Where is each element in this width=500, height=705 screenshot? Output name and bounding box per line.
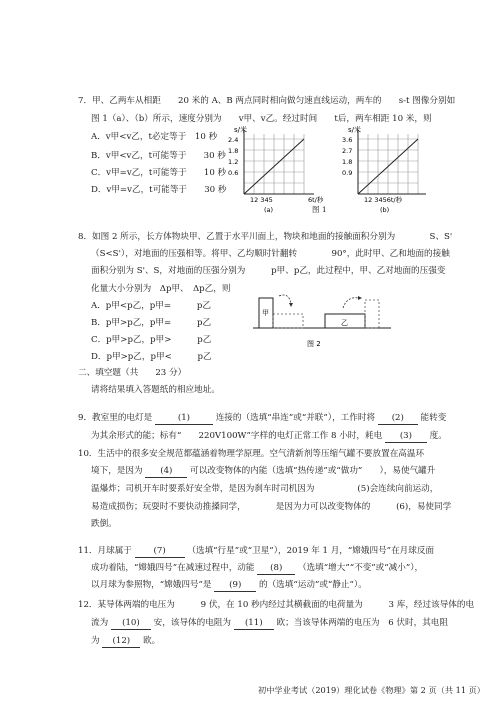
section-2-title: 二、填空题（共 23 分） [78, 368, 187, 378]
q7-stem-line2: 图 1（a）、（b）所示，速度分别为 v甲、v乙。经过时间 t后，两车相距 10 米，则 [91, 114, 432, 124]
q12-text-d: 为 [91, 636, 100, 646]
answer-blank-4: (4) [145, 466, 187, 478]
q9-text-b: 连接的（选填“串连”或“并联”），工作时将 [215, 413, 376, 423]
graph-b-ytick-1: 2.7 [342, 147, 353, 155]
q10-text-b: 可以改变物体的内能（选填“热传递”或“做功” ），易使气罐升 [190, 466, 436, 476]
q12-text-e: 欧。 [143, 636, 161, 646]
q8-stem-line3: 面积分别为 S'、S，对地面的压强分别为 p甲、p乙，此过程中，甲、乙对地面的压强变 [91, 266, 446, 276]
answer-blank-7: (7) [135, 546, 185, 558]
q8-stem-line4: 化量大小分别为 Δp甲、 Δp乙，则 [91, 284, 231, 294]
q11-text-f: 的（选填“运动”或“静止”）。 [258, 580, 367, 590]
q7-option-b: B．v甲<v乙，t可能等于 30 秒 [91, 151, 226, 161]
q11-text-b: （选填“行星”或“卫星”），2019 年 1 月，“嫦娥四号”在月球反面 [187, 546, 435, 556]
graph-a-caption: (a) [264, 206, 274, 214]
q12-text-a: 流为 [91, 618, 109, 628]
q12-text-b: 安，该导体的电阻为 [153, 618, 232, 628]
q9-line1 [78, 413, 446, 425]
q11-text-a: 11．月球属于 [78, 546, 132, 556]
graph-a-ytick-2: 1.2 [228, 158, 239, 166]
graph-a-ytick-0: 2.4 [228, 136, 239, 144]
q9-text-a: 9．教室里的电灯是 [78, 413, 153, 423]
answer-blank-2: (2) [378, 413, 418, 425]
graph-b-ytick-3: 0.9 [342, 169, 353, 177]
q11-line1 [78, 546, 434, 558]
answer-blank-9: (9) [214, 580, 256, 592]
q11-line2 [91, 563, 423, 575]
q11-text-d: （选填“增大”“不变”或“减小”）， [297, 563, 424, 573]
q10-line3: 温爆炸；司机开车时要系好安全带，是因为刹车时司机因为 (5)会连续向前运动， [91, 484, 439, 494]
q8-stem-line2: （S<S'），对地面的压强相等。将甲、乙均顺时针翻转 90°，此时甲、乙和地面的接触 [91, 249, 450, 259]
q12-line2 [91, 618, 448, 630]
q12-line1: 12．某导体两端的电压为 9 伏，在 10 秒内经过其横截面的电荷量为 3 库，经过该导体的电 [78, 600, 475, 610]
graph-b-ylabel: s/米 [348, 126, 362, 134]
answer-blank-1: (1) [155, 413, 213, 425]
section-2-instruction: 请将结果填入答题纸的相应地址。 [91, 385, 220, 395]
q9-text-e: 度。 [429, 431, 447, 441]
graph-b-ytick-2: 1.8 [342, 158, 353, 166]
answer-blank-8: (8) [257, 563, 295, 575]
q10-line1: 10．生活中的很多安全规范都蕴涵着物理学原理。空气清新剂等压缩气罐不要放置在高温环 [78, 449, 425, 459]
q9-text-c: 能转变 [420, 413, 447, 423]
graph-a-ytick-3: 0.6 [228, 169, 239, 177]
graph-b-xticks: 12 3456t/秒 [364, 196, 403, 204]
q7-figure-caption: 图 1 [312, 205, 327, 214]
q10-text-a: 境下，是因为 [91, 466, 143, 476]
figure-2-label-jia: 甲 [262, 309, 269, 317]
answer-blank-11: (11) [234, 618, 274, 630]
q8-option-c: C．p甲>p乙，p甲> p乙 [91, 335, 212, 345]
q10-line4: 易造成损伤；玩耍时不要快动推搡同学， 是因为力可以改变物体的 (6)，易使同学 [91, 502, 452, 512]
q8-option-a: A．p甲<p乙，p甲= p乙 [91, 301, 211, 311]
q8-option-b: B．p甲>p乙，p甲= p乙 [91, 318, 212, 328]
q10-line5: 跌倒。 [91, 519, 117, 529]
graph-b-ytick-0: 3.6 [342, 136, 353, 144]
q8-figure-2 [245, 288, 395, 360]
q9-text-d: 为其余形式的能；标有“ 220V100W”字样的电灯正常工作 8 小时，耗电 [91, 431, 383, 441]
q10-line2 [91, 466, 435, 478]
q11-text-c: 成功着陆，“嫦娥四号”在减速过程中，动能 [91, 563, 255, 573]
graph-a-ylabel: s/米 [234, 126, 248, 134]
graph-a-xlabel: 6t/秒 [308, 196, 324, 204]
q12-text-c: 欧；当该导体两端的电压为 6 伏时，其电阻 [276, 618, 448, 628]
answer-blank-10: (10) [111, 618, 151, 630]
q8-stem-line1: 8．如图 2 所示，长方体物块甲、乙置于水平川面上，物块和地面的接触面积分别为 S、S' [78, 232, 453, 242]
q9-line2 [91, 431, 447, 443]
q7-graph-b [328, 124, 448, 216]
q7-option-d: D．v甲=v乙，t可能等于 30 秒 [91, 185, 227, 195]
figure-2-label-yi: 乙 [341, 319, 348, 327]
q8-option-d: D．p甲>p乙，p甲< p乙 [91, 352, 212, 362]
graph-a-ytick-1: 1.8 [228, 147, 239, 155]
answer-blank-12: (12) [102, 636, 140, 648]
q7-stem-line1: 7．甲、乙两车从相距 20 米的 A、B 两点同时相向做匀速直线运动，两车的 s-t 图像分别如 [78, 96, 456, 106]
figure-2-caption: 图 2 [307, 340, 321, 348]
q7-option-a: A．v甲<v乙，t必定等于 10 秒 [91, 132, 218, 142]
graph-a-xticks: 12 345 [250, 196, 273, 204]
q7-option-c: C．v甲=v乙，t可能等于 10 秒 [91, 168, 227, 178]
page-footer: 初中学业考试（2019）理化试卷《物理》第 2 页（共 11 页） [258, 685, 485, 695]
graph-b-caption: (b) [380, 206, 390, 214]
q11-line3 [91, 580, 367, 592]
q12-line3 [91, 636, 160, 648]
q7-graph-a [210, 124, 330, 216]
q11-text-e: 以月球为参照物，“嫦娥四号”是 [91, 580, 212, 590]
answer-blank-3: (3) [385, 431, 427, 443]
